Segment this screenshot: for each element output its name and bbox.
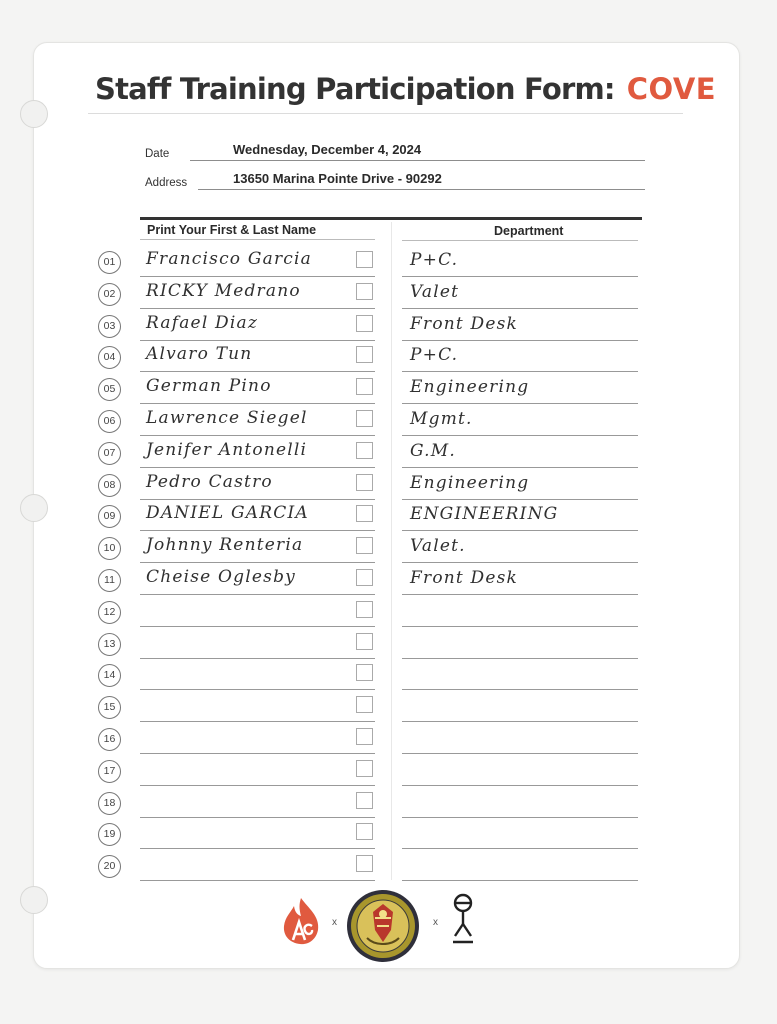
row-number-badge: 02 — [98, 283, 121, 306]
row-number-badge: 03 — [98, 315, 121, 338]
name-underline — [140, 880, 375, 881]
participant-name-field[interactable]: Alvaro Tun — [146, 344, 253, 365]
row-number-badge: 14 — [98, 664, 121, 687]
row-number-badge: 13 — [98, 633, 121, 656]
participant-row — [0, 627, 777, 659]
row-number-badge: 09 — [98, 505, 121, 528]
row-number-badge: 08 — [98, 474, 121, 497]
title-divider — [88, 113, 683, 114]
department-underline — [402, 880, 638, 881]
date-underline — [190, 160, 645, 161]
participant-row — [0, 340, 777, 372]
participant-name-field[interactable]: German Pino — [146, 376, 272, 397]
attendance-checkbox[interactable] — [356, 442, 373, 459]
table-header-rule — [140, 217, 642, 220]
participant-row — [0, 277, 777, 309]
participant-name-field[interactable]: Pedro Castro — [146, 471, 273, 492]
participant-row — [0, 658, 777, 690]
flame-logo-icon — [278, 896, 324, 946]
attendance-checkbox[interactable] — [356, 251, 373, 268]
department-column-header: Department — [494, 224, 564, 238]
participant-row — [0, 436, 777, 468]
attendance-checkbox[interactable] — [356, 378, 373, 395]
attendance-checkbox[interactable] — [356, 569, 373, 586]
logo-separator-2: x — [433, 917, 438, 928]
participant-row — [0, 245, 777, 277]
row-number-badge: 20 — [98, 855, 121, 878]
row-number-badge: 01 — [98, 251, 121, 274]
participant-row — [0, 817, 777, 849]
attendance-checkbox[interactable] — [356, 315, 373, 332]
attendance-checkbox[interactable] — [356, 601, 373, 618]
form-title-block — [95, 72, 716, 106]
row-number-badge: 11 — [98, 569, 121, 592]
participant-row — [0, 563, 777, 595]
participant-row — [0, 499, 777, 531]
attendance-checkbox[interactable] — [356, 474, 373, 491]
department-field[interactable]: Engineering — [410, 472, 530, 493]
date-label: Date — [145, 148, 170, 160]
participant-row — [0, 531, 777, 563]
attendance-checkbox[interactable] — [356, 855, 373, 872]
department-field[interactable]: ENGINEERING — [410, 504, 559, 525]
participant-row — [0, 468, 777, 500]
participant-name-field[interactable]: Cheise Oglesby — [146, 567, 296, 587]
attendance-checkbox[interactable] — [356, 792, 373, 809]
row-number-badge: 15 — [98, 696, 121, 719]
participant-name-field[interactable]: Francisco Garcia — [146, 249, 312, 269]
row-number-badge: 04 — [98, 346, 121, 369]
department-field[interactable]: Valet — [410, 281, 460, 302]
participant-row — [0, 372, 777, 404]
participant-row — [0, 404, 777, 436]
participant-name-field[interactable]: DANIEL GARCIA — [146, 503, 309, 524]
participant-row — [0, 690, 777, 722]
participant-row — [0, 595, 777, 627]
address-label: Address — [145, 177, 188, 189]
participant-name-field[interactable]: Johnny Renteria — [146, 535, 304, 556]
attendance-checkbox[interactable] — [356, 664, 373, 681]
form-title: Staff Training Participation Form: — [95, 72, 615, 106]
department-field[interactable]: P+C. — [410, 250, 459, 270]
attendance-checkbox[interactable] — [356, 728, 373, 745]
row-number-badge: 17 — [98, 760, 121, 783]
attendance-checkbox[interactable] — [356, 283, 373, 300]
row-number-badge: 18 — [98, 792, 121, 815]
binder-hole-top — [20, 100, 48, 128]
address-value: 13650 Marina Pointe Drive - 90292 — [233, 171, 442, 186]
address-underline — [198, 189, 645, 190]
footer-logos — [0, 888, 777, 968]
attendance-checkbox[interactable] — [356, 346, 373, 363]
attendance-checkbox[interactable] — [356, 410, 373, 427]
department-field[interactable]: Mgmt. — [410, 409, 473, 429]
participant-row — [0, 722, 777, 754]
fire-department-seal-icon — [345, 888, 421, 964]
row-number-badge: 05 — [98, 378, 121, 401]
attendance-checkbox[interactable] — [356, 696, 373, 713]
ea-figure-logo-icon — [448, 892, 478, 952]
department-field[interactable]: Front Desk — [410, 313, 519, 334]
brand-name: COVE — [626, 72, 717, 106]
department-header-underline — [402, 240, 638, 241]
row-number-badge: 19 — [98, 823, 121, 846]
row-number-badge: 07 — [98, 442, 121, 465]
participant-name-field[interactable]: Lawrence Siegel — [146, 408, 308, 428]
participant-name-field[interactable]: Jenifer Antonelli — [146, 439, 308, 460]
participant-row — [0, 786, 777, 818]
logo-separator-1: x — [332, 917, 337, 928]
participant-name-field[interactable]: Rafael Diaz — [146, 312, 259, 333]
name-column-header: Print Your First & Last Name — [147, 223, 317, 237]
attendance-checkbox[interactable] — [356, 760, 373, 777]
department-field[interactable]: G.M. — [410, 440, 456, 461]
department-field[interactable]: Engineering — [410, 377, 530, 398]
department-field[interactable]: P+C. — [410, 345, 459, 366]
row-number-badge: 06 — [98, 410, 121, 433]
participant-row — [0, 754, 777, 786]
name-header-underline — [140, 239, 375, 240]
row-number-badge: 12 — [98, 601, 121, 624]
date-value: Wednesday, December 4, 2024 — [233, 142, 422, 157]
attendance-checkbox[interactable] — [356, 633, 373, 650]
participant-row — [0, 849, 777, 881]
participant-row — [0, 309, 777, 341]
attendance-checkbox[interactable] — [356, 537, 373, 554]
row-number-badge: 10 — [98, 537, 121, 560]
department-field[interactable]: Front Desk — [410, 568, 519, 588]
department-field[interactable]: Valet. — [410, 536, 466, 557]
attendance-checkbox[interactable] — [356, 505, 373, 522]
row-number-badge: 16 — [98, 728, 121, 751]
participant-name-field[interactable]: RICKY Medrano — [146, 280, 301, 301]
attendance-checkbox[interactable] — [356, 823, 373, 840]
